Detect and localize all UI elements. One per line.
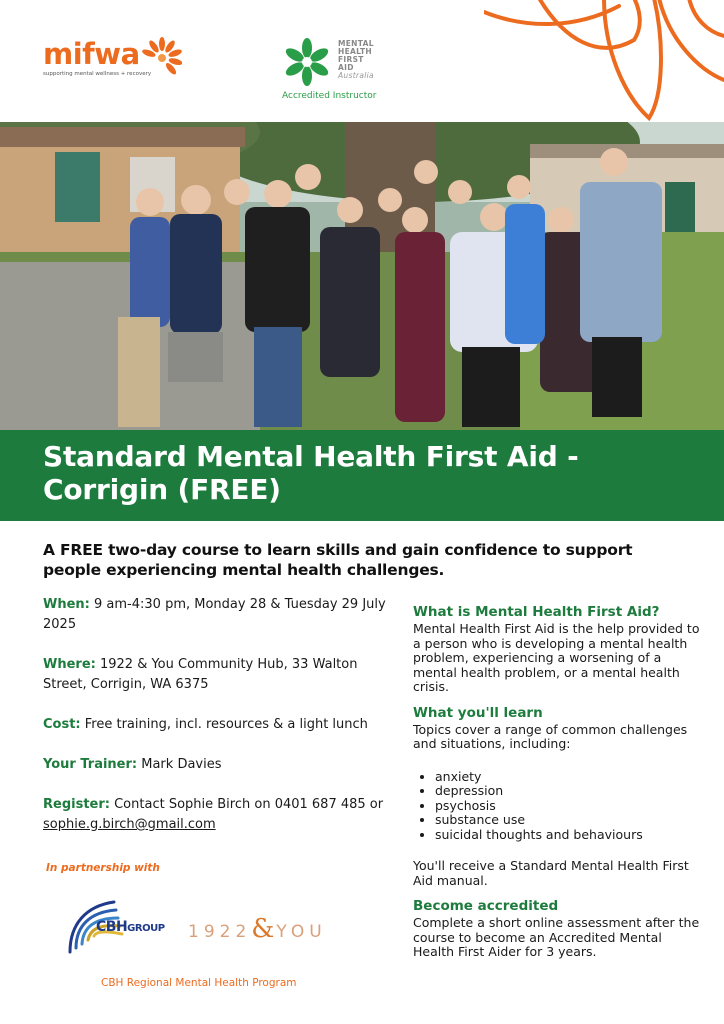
learn-heading: What you'll learn xyxy=(413,704,543,721)
cbh-program-label: CBH Regional Mental Health Program xyxy=(101,977,297,989)
where-label: Where: xyxy=(43,657,96,672)
learn-body: Topics cover a range of common challenges and situations, including: xyxy=(413,721,688,751)
register-label: Register: xyxy=(43,797,110,812)
mhfa-flower-icon xyxy=(282,37,332,87)
mifwa-logo xyxy=(43,37,152,77)
accredited-instructor-label: Accredited Instructor xyxy=(282,91,377,101)
when-value: 9 am-4:30 pm, Monday 28 & Tuesday 29 July 2025 xyxy=(43,597,386,632)
what-is-heading: What is Mental Health First Aid? xyxy=(413,604,660,620)
trainer-label: Your Trainer: xyxy=(43,757,138,772)
page-title: Standard Mental Health First Aid - Corrigin (FREE) xyxy=(43,440,579,506)
when-row xyxy=(43,595,393,635)
title-banner xyxy=(0,430,724,521)
list-item: • anxiety xyxy=(435,770,703,785)
topics-list xyxy=(435,770,703,843)
cbh-group-logo xyxy=(64,896,165,962)
partnership-heading: In partnership with xyxy=(46,862,160,874)
accredit-body: Complete a short online assessment after the course to become an Accredited Mental Health First Aider for 3 years. xyxy=(413,915,700,959)
group-photo xyxy=(0,122,724,430)
list-item: • depression xyxy=(435,784,703,799)
mhfa-wordmark: MENTAL HEALTH FIRST AID Australia xyxy=(338,39,374,80)
cost-label: Cost: xyxy=(43,717,81,732)
cost-value: Free training, incl. resources & a light lunch xyxy=(84,717,368,732)
accredit-heading: Become accredited xyxy=(413,898,559,914)
register-row xyxy=(43,795,393,835)
cbh-wordmark: CBHGROUP xyxy=(96,919,165,935)
sunburst-icon xyxy=(142,36,182,76)
mhfa-logo xyxy=(282,37,377,101)
trainer-value: Mark Davies xyxy=(141,757,222,772)
manual-note: You'll receive a Standard Mental Health First Aid manual. xyxy=(413,858,689,888)
register-value: Contact Sophie Birch on 0401 687 485 or xyxy=(114,797,384,812)
list-item: • substance use xyxy=(435,813,703,828)
when-label: When: xyxy=(43,597,90,612)
flower-decoration-icon xyxy=(484,0,724,122)
mifwa-wordmark: mifwa xyxy=(43,37,140,71)
trainer-row xyxy=(43,755,393,775)
where-value: 1922 & You Community Hub, 33 Walton Street, Corrigin, WA 6375 xyxy=(43,657,358,692)
where-row xyxy=(43,655,393,695)
cost-row xyxy=(43,715,393,735)
1922-and-you-logo: 1922&YOU xyxy=(188,914,327,944)
header xyxy=(0,0,724,122)
mifwa-tagline: supporting mental wellness + recovery xyxy=(43,71,152,77)
course-details xyxy=(43,595,393,855)
intro-text: A FREE two-day course to learn skills and gain confidence to support people experiencing mental health challenges. xyxy=(43,541,633,579)
what-is-body: Mental Health First Aid is the help provided to a person who is developing a mental health problem, experiencing a worsening of a mental health problem, or a mental health crisis. xyxy=(413,621,700,694)
course-info xyxy=(413,604,703,970)
list-item: • suicidal thoughts and behaviours xyxy=(435,828,703,843)
list-item: • psychosis xyxy=(435,799,703,814)
register-email-link[interactable]: sophie.g.birch@gmail.com xyxy=(43,817,216,832)
